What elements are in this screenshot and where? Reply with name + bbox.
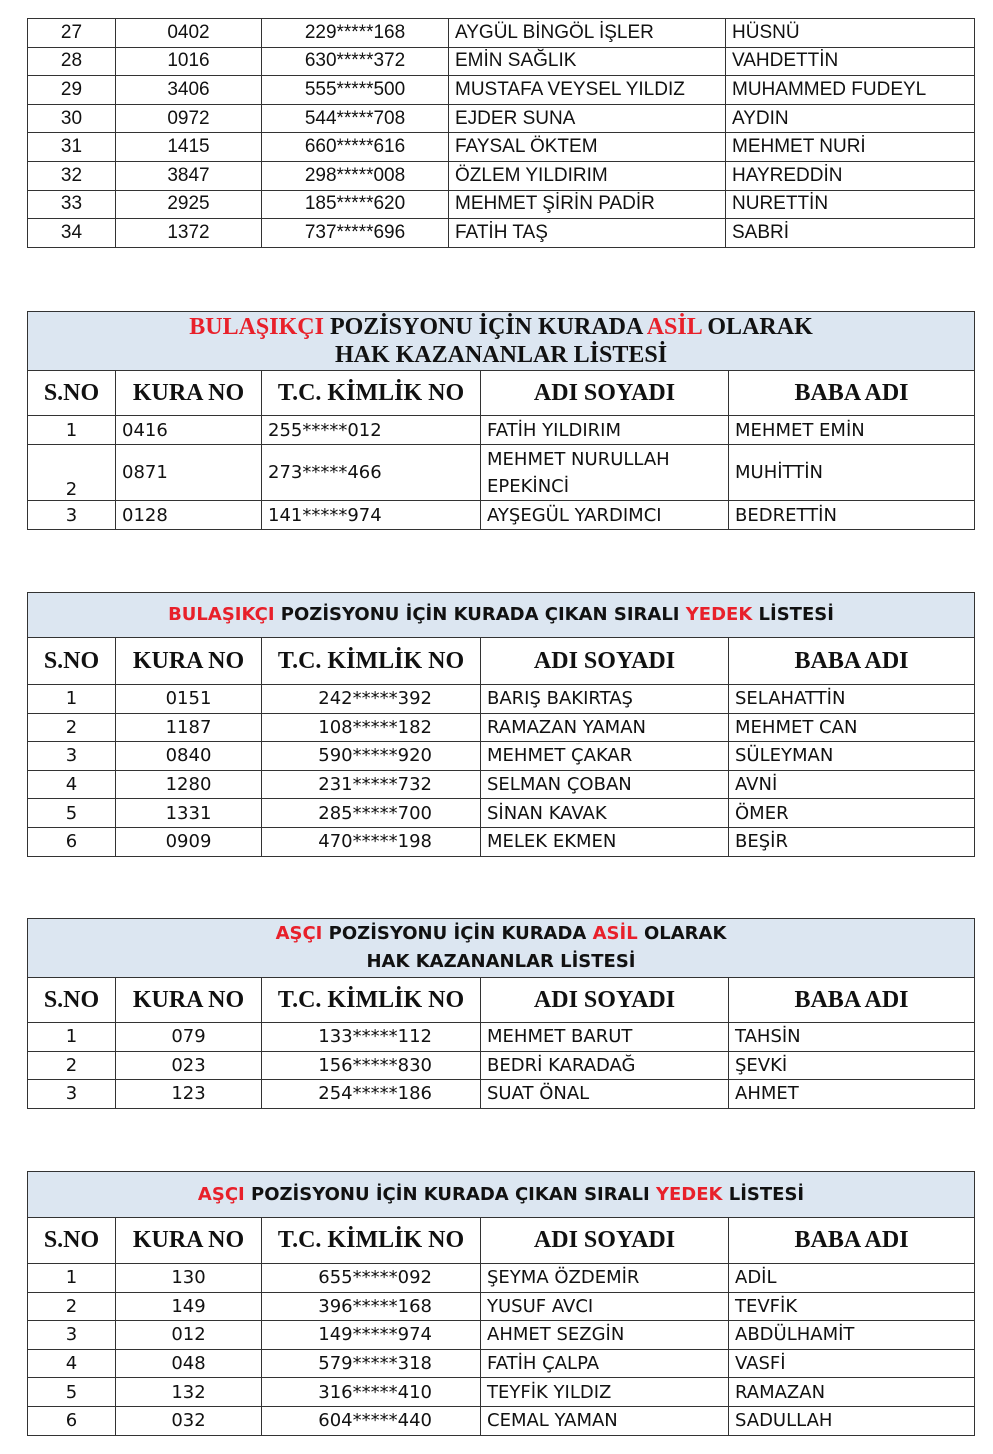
cell-sno: 1 — [28, 685, 116, 714]
cell-name: FATİH TAŞ — [449, 219, 726, 248]
cell-father: ŞEVKİ — [729, 1051, 975, 1080]
table-row — [28, 799, 975, 828]
cell-tc-no: 316*****410 — [262, 1378, 481, 1407]
cell-tc-no: 229*****168 — [262, 19, 449, 48]
cell-tc-no: 655*****092 — [262, 1264, 481, 1293]
cell-tc-no: 156*****830 — [262, 1051, 481, 1080]
cell-tc-no: 579*****318 — [262, 1349, 481, 1378]
section4-table — [27, 1171, 975, 1436]
cell-kura-no: 1016 — [116, 47, 262, 76]
cell-kura-no: 0151 — [116, 685, 262, 714]
cell-tc-no: 254*****186 — [262, 1080, 481, 1109]
cell-father: VAHDETTİN — [726, 47, 975, 76]
section4-header-row: S.NO KURA NO T.C. KİMLİK NO ADI SOYADI BABA ADI — [28, 1218, 975, 1264]
cell-tc-no: 544*****708 — [262, 104, 449, 133]
cell-father: AYDIN — [726, 104, 975, 133]
top-list-table — [27, 18, 975, 248]
cell-kura-no: 1372 — [116, 219, 262, 248]
cell-name: FATİH ÇALPA — [481, 1349, 729, 1378]
cell-kura-no: 3406 — [116, 76, 262, 105]
cell-sno: 6 — [28, 827, 116, 856]
cell-name: ÖZLEM YILDIRIM — [449, 161, 726, 190]
table-row — [28, 161, 975, 190]
header-father: BABA ADI — [729, 371, 975, 416]
table-row — [28, 104, 975, 133]
header-name: ADI SOYADI — [481, 371, 729, 416]
table-row — [28, 47, 975, 76]
cell-kura-no: 0909 — [116, 827, 262, 856]
cell-tc-no: 133*****112 — [262, 1023, 481, 1052]
section4-body — [28, 1264, 975, 1436]
cell-sno: 6 — [28, 1406, 116, 1435]
cell-sno: 33 — [28, 190, 116, 219]
cell-tc-no: 298*****008 — [262, 161, 449, 190]
section4-title: AŞÇI POZİSYONU İÇİN KURADA ÇIKAN SIRALI YEDEK LİSTESİ — [28, 1172, 975, 1218]
section2-header-row: S.NO KURA NO T.C. KİMLİK NO ADI SOYADI BABA ADI — [28, 638, 975, 685]
cell-kura-no: 023 — [116, 1051, 262, 1080]
section1-title: BULAŞIKÇI POZİSYONU İÇİN KURADA ASİL OLARAK HAK KAZANANLAR LİSTESİ — [28, 312, 975, 371]
cell-tc-no: 185*****620 — [262, 190, 449, 219]
table-row — [28, 190, 975, 219]
cell-tc-no: 242*****392 — [262, 685, 481, 714]
cell-name: SELMAN ÇOBAN — [481, 770, 729, 799]
cell-kura-no: 0840 — [116, 742, 262, 771]
cell-sno: 3 — [28, 742, 116, 771]
table-row — [28, 1023, 975, 1052]
cell-kura-no: 2925 — [116, 190, 262, 219]
cell-sno: 1 — [28, 1264, 116, 1293]
table-row — [28, 1292, 975, 1321]
cell-name: BARIŞ BAKIRTAŞ — [481, 685, 729, 714]
section3-table — [27, 918, 975, 1109]
cell-father: RAMAZAN — [729, 1378, 975, 1407]
table-row — [28, 219, 975, 248]
cell-name: TEYFİK YILDIZ — [481, 1378, 729, 1407]
table-row — [28, 1349, 975, 1378]
section1-table — [27, 311, 975, 530]
cell-sno: 32 — [28, 161, 116, 190]
cell-sno: 34 — [28, 219, 116, 248]
table-row: 3 0128 141*****974 AYŞEGÜL YARDIMCI BEDRETTİN — [28, 501, 975, 530]
table-row — [28, 1378, 975, 1407]
cell-kura-no: 3847 — [116, 161, 262, 190]
section2-title: BULAŞIKÇI POZİSYONU İÇİN KURADA ÇIKAN SIRALI YEDEK LİSTESİ — [28, 593, 975, 638]
top-list-body — [28, 19, 975, 248]
table-row — [28, 770, 975, 799]
cell-kura-no: 1331 — [116, 799, 262, 828]
header-tc-no: T.C. KİMLİK NO — [262, 371, 481, 416]
cell-tc-no: 604*****440 — [262, 1406, 481, 1435]
cell-kura-no: 123 — [116, 1080, 262, 1109]
cell-kura-no: 0402 — [116, 19, 262, 48]
section2-body — [28, 685, 975, 857]
table-row: 1 0416 255*****012 FATİH YILDIRIM MEHMET EMİN — [28, 416, 975, 445]
cell-father: ADİL — [729, 1264, 975, 1293]
cell-name: RAMAZAN YAMAN — [481, 713, 729, 742]
cell-name: AHMET SEZGİN — [481, 1321, 729, 1350]
cell-kura-no: 1415 — [116, 133, 262, 162]
cell-name: FAYSAL ÖKTEM — [449, 133, 726, 162]
section3-body — [28, 1023, 975, 1109]
table-row — [28, 713, 975, 742]
cell-name: AYGÜL BİNGÖL İŞLER — [449, 19, 726, 48]
cell-sno: 4 — [28, 1349, 116, 1378]
cell-father: AHMET — [729, 1080, 975, 1109]
section2-table — [27, 592, 975, 857]
section1-header-row — [28, 371, 975, 416]
cell-father: HÜSNÜ — [726, 19, 975, 48]
table-row — [28, 1406, 975, 1435]
cell-sno: 3 — [28, 1080, 116, 1109]
cell-kura-no: 132 — [116, 1378, 262, 1407]
cell-sno: 28 — [28, 47, 116, 76]
cell-father: SELAHATTİN — [729, 685, 975, 714]
cell-name: ŞEYMA ÖZDEMİR — [481, 1264, 729, 1293]
cell-kura-no: 0972 — [116, 104, 262, 133]
cell-tc-no: 660*****616 — [262, 133, 449, 162]
header-kura-no: KURA NO — [116, 371, 262, 416]
table-row — [28, 133, 975, 162]
cell-sno: 2 — [28, 713, 116, 742]
table-row — [28, 1264, 975, 1293]
cell-sno: 3 — [28, 1321, 116, 1350]
cell-kura-no: 130 — [116, 1264, 262, 1293]
cell-father: MUHAMMED FUDEYL — [726, 76, 975, 105]
table-row: 2 0871 273*****466 MEHMET NURULLAH EPEKİNCİ MUHİTTİN — [28, 445, 975, 501]
cell-sno: 30 — [28, 104, 116, 133]
cell-kura-no: 149 — [116, 1292, 262, 1321]
cell-father: SÜLEYMAN — [729, 742, 975, 771]
cell-name: EMİN SAĞLIK — [449, 47, 726, 76]
table-row — [28, 742, 975, 771]
cell-sno: 27 — [28, 19, 116, 48]
table-row — [28, 685, 975, 714]
table-row — [28, 827, 975, 856]
table-row — [28, 76, 975, 105]
cell-tc-no: 231*****732 — [262, 770, 481, 799]
name-cell-multiline: MEHMET NURULLAH EPEKİNCİ — [481, 445, 729, 501]
cell-name: MEHMET ŞİRİN PADİR — [449, 190, 726, 219]
cell-sno: 5 — [28, 799, 116, 828]
table-row — [28, 19, 975, 48]
cell-name: MUSTAFA VEYSEL YILDIZ — [449, 76, 726, 105]
cell-sno: 29 — [28, 76, 116, 105]
section3-header-row: S.NO KURA NO T.C. KİMLİK NO ADI SOYADI BABA ADI — [28, 978, 975, 1023]
cell-tc-no: 555*****500 — [262, 76, 449, 105]
cell-tc-no: 396*****168 — [262, 1292, 481, 1321]
cell-father: HAYREDDİN — [726, 161, 975, 190]
cell-father: ABDÜLHAMİT — [729, 1321, 975, 1350]
cell-sno: 31 — [28, 133, 116, 162]
section3-title: AŞÇI POZİSYONU İÇİN KURADA ASİL OLARAK HAK KAZANANLAR LİSTESİ — [28, 919, 975, 978]
cell-name: BEDRİ KARADAĞ — [481, 1051, 729, 1080]
cell-tc-no: 737*****696 — [262, 219, 449, 248]
cell-father: ÖMER — [729, 799, 975, 828]
cell-sno: 2 — [28, 1292, 116, 1321]
cell-father: VASFİ — [729, 1349, 975, 1378]
cell-father: SABRİ — [726, 219, 975, 248]
cell-name: SİNAN KAVAK — [481, 799, 729, 828]
cell-tc-no: 285*****700 — [262, 799, 481, 828]
cell-father: BEŞİR — [729, 827, 975, 856]
cell-father: MEHMET NURİ — [726, 133, 975, 162]
cell-kura-no: 1280 — [116, 770, 262, 799]
cell-name: EJDER SUNA — [449, 104, 726, 133]
cell-name: YUSUF AVCI — [481, 1292, 729, 1321]
cell-name: MEHMET ÇAKAR — [481, 742, 729, 771]
cell-kura-no: 048 — [116, 1349, 262, 1378]
cell-father: MEHMET CAN — [729, 713, 975, 742]
cell-kura-no: 1187 — [116, 713, 262, 742]
cell-name: SUAT ÖNAL — [481, 1080, 729, 1109]
cell-tc-no: 149*****974 — [262, 1321, 481, 1350]
cell-tc-no: 108*****182 — [262, 713, 481, 742]
cell-name: MELEK EKMEN — [481, 827, 729, 856]
header-sno: S.NO — [28, 371, 116, 416]
cell-sno: 2 — [28, 1051, 116, 1080]
cell-tc-no: 470*****198 — [262, 827, 481, 856]
cell-father: TAHSİN — [729, 1023, 975, 1052]
table-row — [28, 1321, 975, 1350]
cell-father: AVNİ — [729, 770, 975, 799]
table-row — [28, 1080, 975, 1109]
cell-sno: 5 — [28, 1378, 116, 1407]
cell-father: TEVFİK — [729, 1292, 975, 1321]
cell-kura-no: 079 — [116, 1023, 262, 1052]
cell-sno: 1 — [28, 1023, 116, 1052]
cell-father: NURETTİN — [726, 190, 975, 219]
cell-name: MEHMET BARUT — [481, 1023, 729, 1052]
cell-tc-no: 630*****372 — [262, 47, 449, 76]
cell-sno: 4 — [28, 770, 116, 799]
cell-tc-no: 590*****920 — [262, 742, 481, 771]
cell-kura-no: 032 — [116, 1406, 262, 1435]
cell-father: SADULLAH — [729, 1406, 975, 1435]
table-row — [28, 1051, 975, 1080]
cell-kura-no: 012 — [116, 1321, 262, 1350]
cell-name: CEMAL YAMAN — [481, 1406, 729, 1435]
